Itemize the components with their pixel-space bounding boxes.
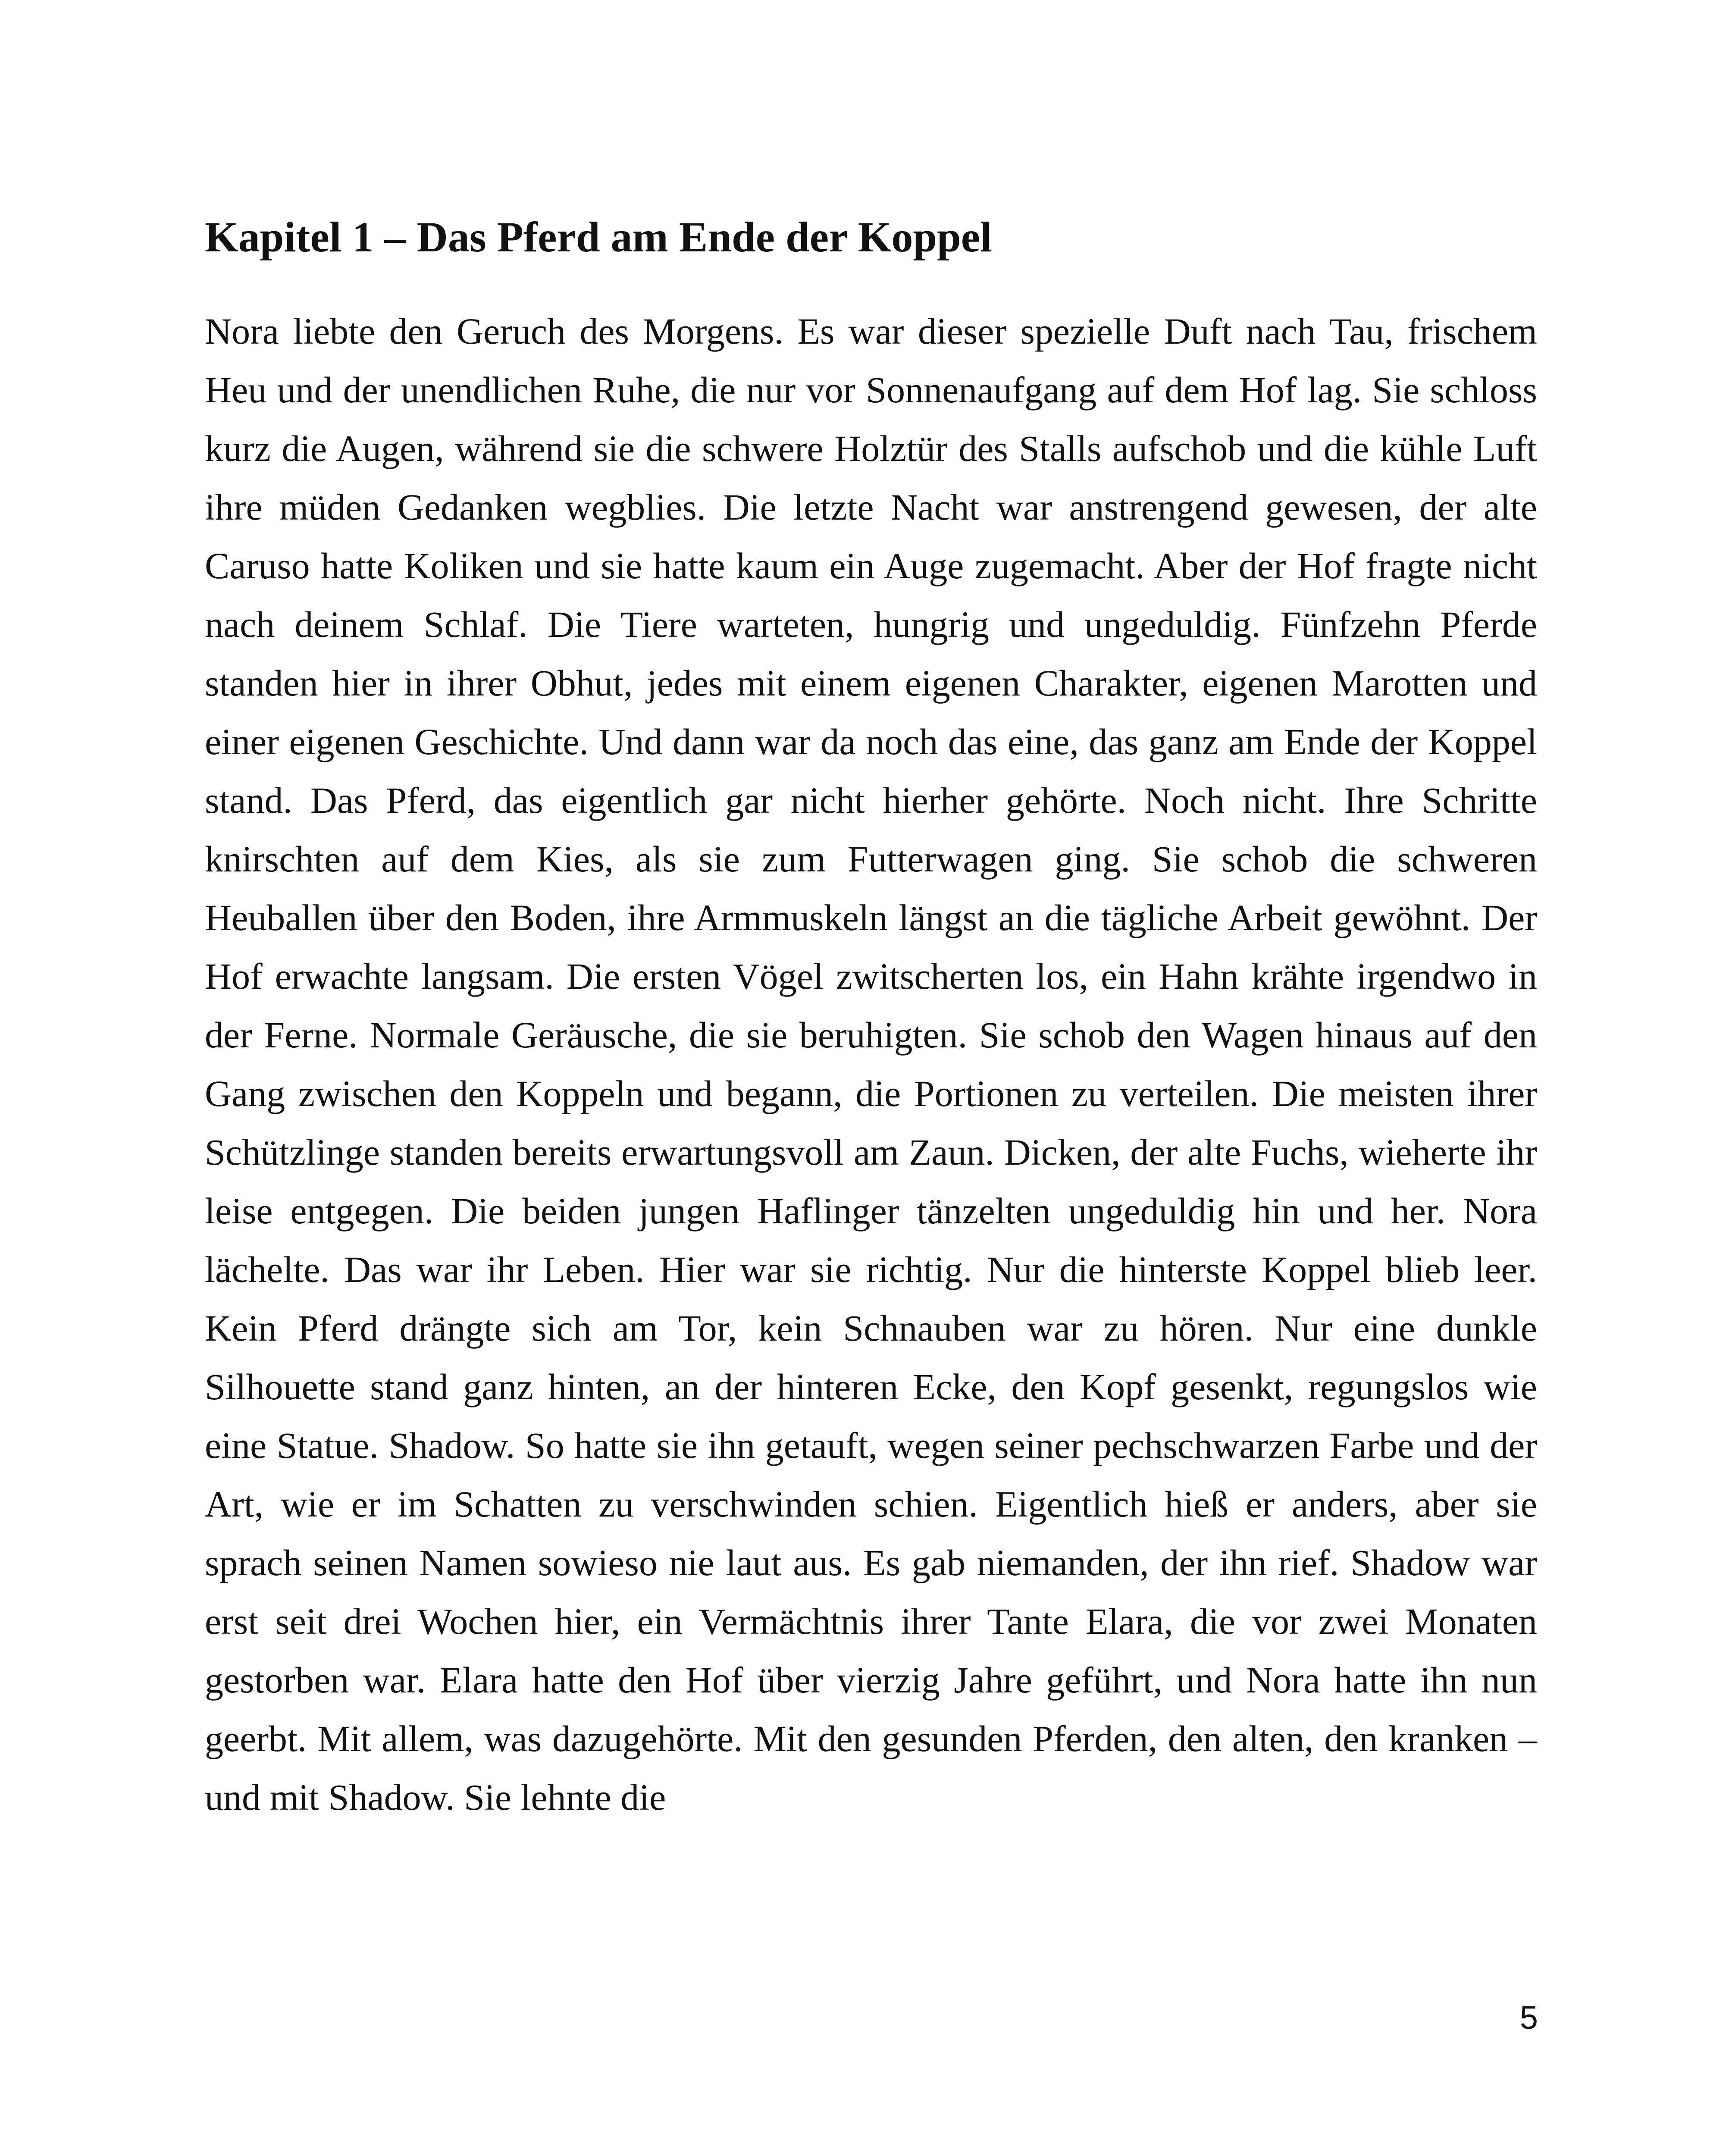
chapter-title: Kapitel 1 – Das Pferd am Ende der Koppel (205, 213, 992, 261)
chapter-body-text: Nora liebte den Geruch des Morgens. Es war dieser spezielle Duft nach Tau, frischem Heu und der unendlichen Ruhe, die nur vor Sonnenaufgang auf dem Hof lag. Sie schloss kurz die Augen, während sie die schwere Holztür des Stalls aufschob und die kühle Luft ihre müden Gedanken wegblies. Die letzte Nacht war anstrengend gewesen, der alte Caruso hatte Koliken und sie hatte kaum ein Auge zugemacht. Aber der Hof fragte nicht nach deinem Schlaf. Die Tiere warteten, hungrig und ungeduldig. Fünfzehn Pferde standen hier in ihrer Obhut, jedes mit einem eigenen Charakter, eigenen Marotten und einer eigenen Geschichte. Und dann war da noch das eine, das ganz am Ende der Koppel stand. Das Pferd, das eigentlich gar nicht hierher gehörte. Noch nicht. Ihre Schritte knirschten auf dem Kies, als sie zum Futterwagen ging. Sie schob die schweren Heuballen über den Boden, ihre Armmuskeln längst an die tägliche Arbeit gewöhnt. Der Hof erwachte langsam. Die ersten Vögel zwitscherten los, ein Hahn krähte irgendwo in der Ferne. Normale Geräusche, die sie beruhigten. Sie schob den Wagen hinaus auf den Gang zwischen den Koppeln und begann, die Portionen zu verteilen. Die meisten ihrer Schützlinge standen bereits erwartungsvoll am Zaun. Dicken, der alte Fuchs, wieherte ihr leise entgegen. Die beiden jungen Haflinger tänzelten ungeduldig hin und her. Nora lächelte. Das war ihr Leben. Hier war sie richtig. Nur die hinterste Koppel blieb leer. Kein Pferd drängte sich am Tor, kein Schnauben war zu hören. Nur eine dunkle Silhouette stand ganz hinten, an der hinteren Ecke, den Kopf gesenkt, regungslos wie eine Statue. Shadow. So hatte sie ihn getauft, wegen seiner pechschwarzen Farbe und der Art, wie er im Schatten zu verschwinden schien. Eigentlich hieß er anders, aber sie sprach seinen Namen sowieso nie laut aus. Es gab niemanden, der ihn rief. Shadow war erst seit drei Wochen hier, ein Vermächtnis ihrer Tante Elara, die vor zwei Monaten gestorben war. Elara hatte den Hof über vierzig Jahre geführt, und Nora hatte ihn nun geerbt. Mit allem, was dazugehörte. Mit den gesunden Pferden, den alten, den kranken – und mit Shadow. Sie lehnte die (205, 310, 1537, 1818)
page-number: 5 (1519, 1999, 1538, 2036)
